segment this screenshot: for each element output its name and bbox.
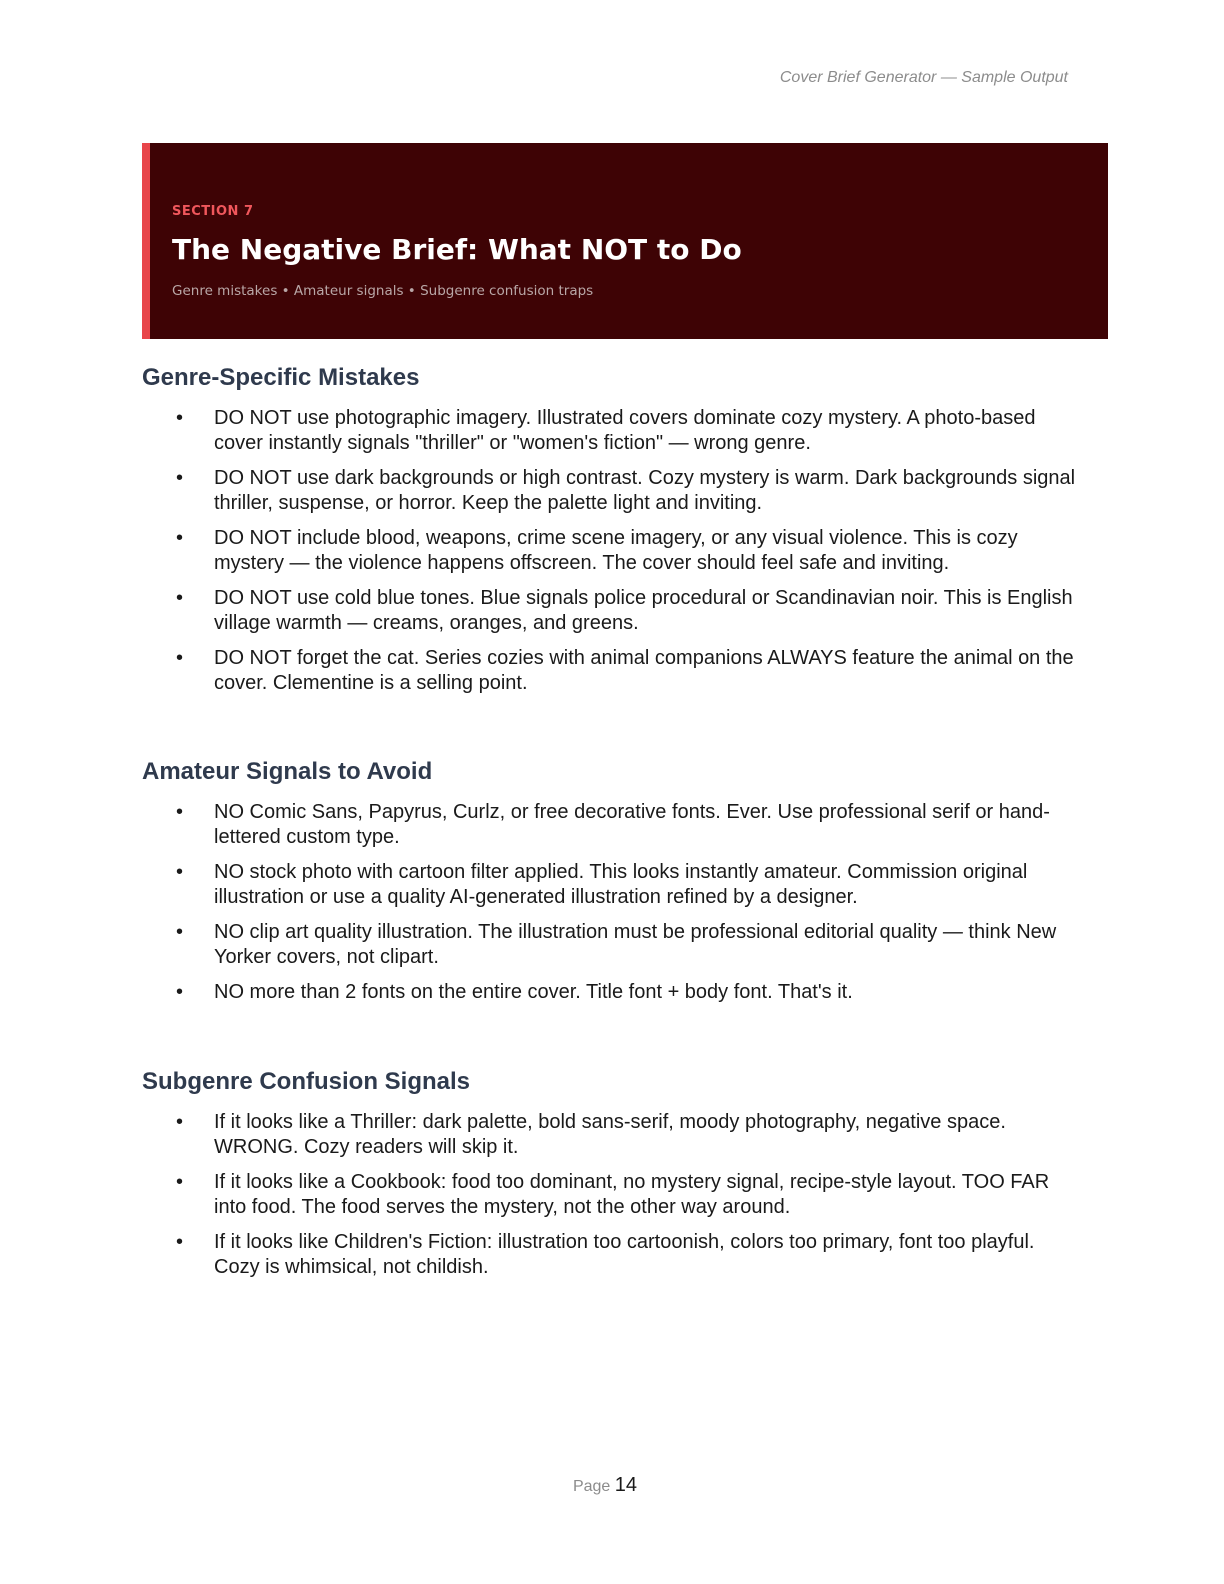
running-header: Cover Brief Generator — Sample Output (779, 69, 1068, 86)
list-item: • NO stock photo with cartoon filter applied. This looks instantly amateur. Commission original illustration or use a quality AI-generated illustration refined by a designer. (176, 861, 1028, 908)
bullet-icon: • (176, 1171, 184, 1193)
list-item: • NO Comic Sans, Papyrus, Curlz, or free decorative fonts. Ever. Use professional serif or hand-lettered custom type. (176, 801, 1050, 848)
section-heading: Subgenre Confusion Signals (142, 1068, 471, 1095)
list-item: • DO NOT forget the cat. Series cozies with animal companions ALWAYS feature the animal on the cover. Clementine is a selling point. (176, 647, 1074, 694)
bullet-icon: • (176, 647, 184, 669)
section-label: SECTION 7 (172, 204, 254, 219)
section-heading: Amateur Signals to Avoid (142, 758, 433, 785)
list-item: • DO NOT use dark backgrounds or high contrast. Cozy mystery is warm. Dark backgrounds signal thriller, suspense, or horror. Keep the palette light and inviting. (176, 467, 1076, 514)
bullet-icon: • (176, 861, 184, 883)
section-subtitle: Genre mistakes • Amateur signals • Subgenre confusion traps (172, 283, 594, 299)
bullet-list (142, 1110, 1082, 1280)
list-item: • If it looks like Children's Fiction: illustration too cartoonish, colors too primary, font too playful. Cozy is whimsical, not childish. (176, 1231, 1035, 1278)
page-label: Page (572, 1478, 611, 1495)
page-footer (0, 1474, 1210, 1497)
bullet-list (142, 800, 1082, 1005)
list-item: • If it looks like a Cookbook: food too dominant, no mystery signal, recipe-style layout. TOO FAR into food. The food serves the mystery, not the other way around. (176, 1171, 1050, 1218)
genre-mistakes-section (142, 364, 1082, 706)
bullet-icon: • (176, 527, 184, 549)
bullet-icon: • (176, 921, 184, 943)
amateur-signals-section (142, 758, 1082, 1015)
list-item: • NO clip art quality illustration. The illustration must be professional editorial quality — think New Yorker covers, not clipart. (176, 921, 1057, 968)
list-item: • DO NOT include blood, weapons, crime scene imagery, or any visual violence. This is cozy mystery — the violence happens offscreen. The cover should feel safe and inviting. (176, 527, 1018, 574)
bullet-list (142, 406, 1082, 696)
bullet-icon: • (176, 1231, 184, 1253)
bullet-icon: • (176, 587, 184, 609)
list-item: • DO NOT use photographic imagery. Illustrated covers dominate cozy mystery. A photo-based cover instantly signals "thriller" or "women's fiction" — wrong genre. (176, 407, 1036, 454)
bullet-icon: • (176, 1111, 184, 1133)
list-item: • If it looks like a Thriller: dark palette, bold sans-serif, moody photography, negative space. WRONG. Cozy readers will skip it. (176, 1111, 1006, 1158)
section-heading: Genre-Specific Mistakes (142, 364, 420, 391)
list-item: • NO more than 2 fonts on the entire cover. Title font + body font. That's it. (176, 981, 853, 1003)
bullet-icon: • (176, 981, 184, 1003)
bullet-icon: • (176, 407, 184, 429)
section-title: The Negative Brief: What NOT to Do (172, 233, 742, 266)
bullet-icon: • (176, 801, 184, 823)
page-number: 14 (614, 1474, 638, 1496)
section-banner (142, 143, 1108, 339)
subgenre-confusion-section (142, 1068, 1082, 1290)
bullet-icon: • (176, 467, 184, 489)
list-item: • DO NOT use cold blue tones. Blue signals police procedural or Scandinavian noir. This is English village warmth — creams, oranges, and greens. (176, 587, 1073, 634)
